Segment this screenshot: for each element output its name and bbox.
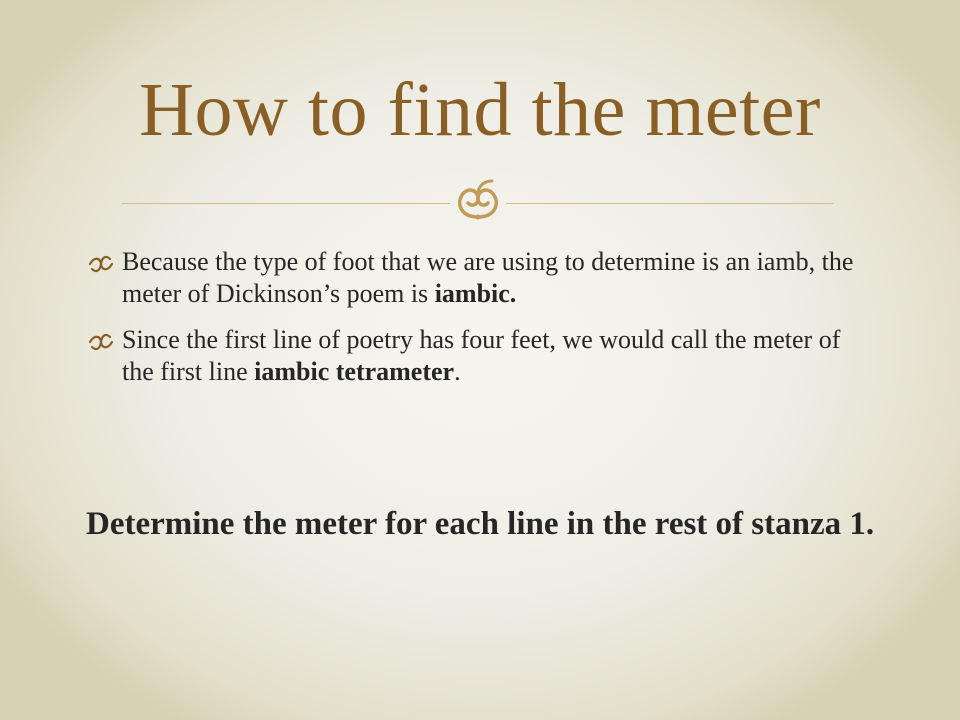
bullet-bold-term: iambic.: [434, 279, 517, 308]
bullet-item-tetrameter: [86, 324, 876, 388]
bullet-list: [86, 246, 876, 402]
title-divider-right: [506, 203, 834, 204]
instruction-text: Determine the meter for each line in the rest of stanza 1.: [86, 506, 875, 542]
bullet-text: Since the first line of poetry has four feet, we would call the meter of the first line: [122, 325, 841, 386]
bullet-item-iambic: [86, 246, 876, 310]
bullet-bold-term: iambic tetrameter: [254, 357, 455, 386]
bullet-text-after: .: [454, 357, 461, 386]
slide-title: How to find the meter: [139, 68, 821, 152]
fleuron-bullet-icon: [86, 254, 116, 274]
bullet-text: Because the type of foot that we are using to determine is an iamb, the meter of Dickinson’s poem is: [122, 247, 854, 308]
fleuron-bullet-icon: [86, 332, 116, 352]
title-divider-left: [122, 203, 450, 204]
fleuron-ornament-icon: [452, 177, 504, 225]
